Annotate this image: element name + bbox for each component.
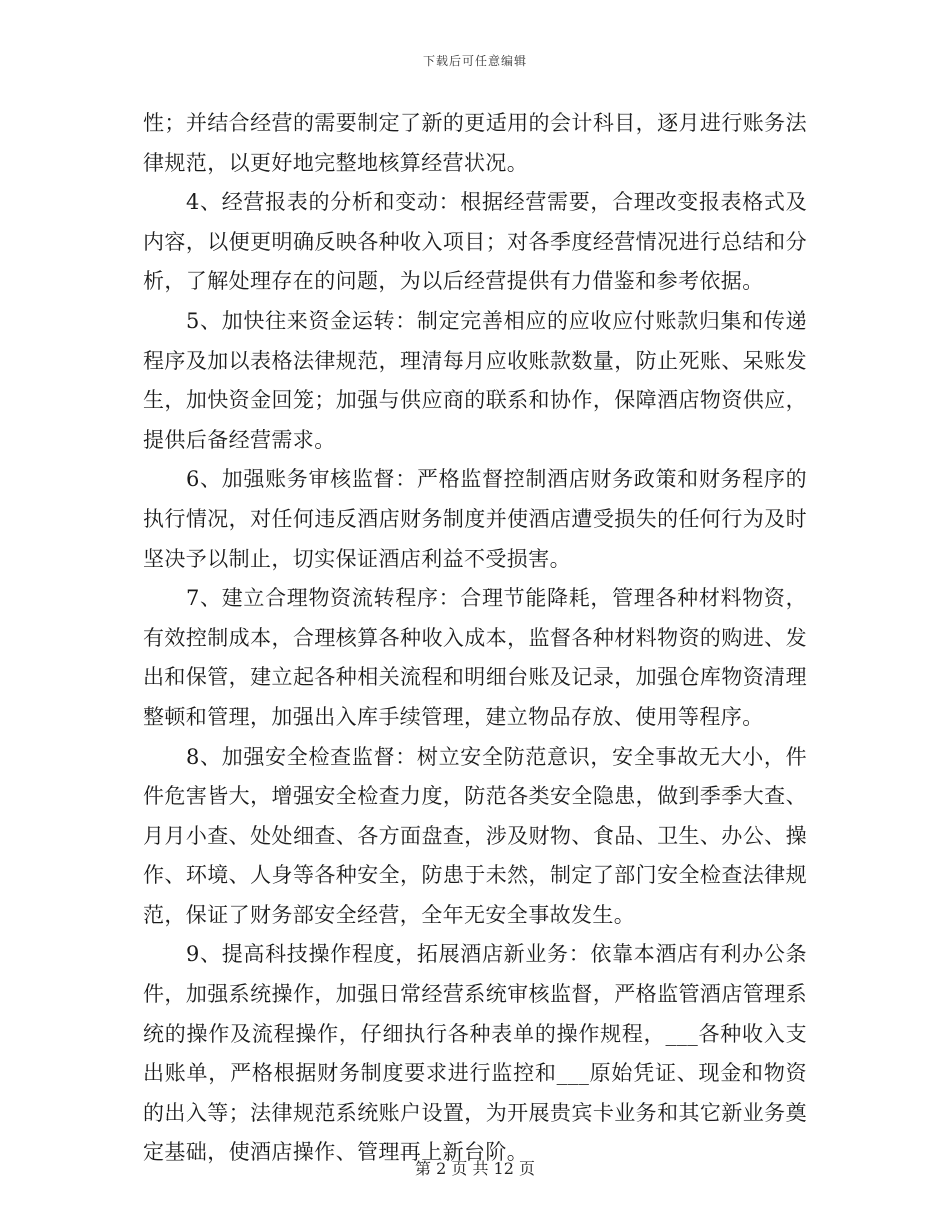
page-number: 第 2 页 共 12 页 (415, 1159, 535, 1178)
paragraph-item-4: 4、经营报表的分析和变动：根据经营需要，合理改变报表格式及内容，以便更明确反映各种收入项目；对各季度经营情况进行总结和分析，了解处理存在的问题，为以后经营提供有力借鉴和参考依据。 (143, 190, 807, 294)
page-header-note: 下载后可任意编辑 (422, 54, 527, 68)
paragraph-continuation: 性；并结合经营的需要制定了新的更适用的会计科目，逐月进行账务法律规范，以更好地完整地核算经营状况。 (143, 111, 807, 175)
document-body (143, 104, 807, 1173)
paragraph-item-7: 7、建立合理物资流转程序：合理节能降耗，管理各种材料物资，有效控制成本，合理核算各种收入成本，监督各种材料物资的购进、发出和保管，建立起各种相关流程和明细台账及记录，加强仓库物资清理整顿和管理，加强出入库手续管理，建立物品存放、使用等程序。 (143, 586, 807, 729)
paragraph-item-8: 8、加强安全检查监督：树立安全防范意识，安全事故无大小，件件危害皆大，增强安全检查力度，防范各类安全隐患，做到季季大查、月月小查、处处细查、各方面盘查，涉及财物、食品、卫生、办公、操作、环境、人身等各种安全，防患于未然，制定了部门安全检查法律规范，保证了财务部安全经营，全年无安全事故发生。 (143, 744, 807, 927)
paragraph-item-6: 6、加强账务审核监督：严格监督控制酒店财务政策和财务程序的执行情况，对任何违反酒店财务制度并使酒店遭受损失的任何行为及时坚决予以制止，切实保证酒店利益不受损害。 (143, 467, 807, 571)
paragraph-item-9: 9、提高科技操作程度，拓展酒店新业务：依靠本酒店有利办公条件，加强系统操作，加强日常经营系统审核监督，严格监管酒店管理系统的操作及流程操作，仔细执行各种表单的操作规程，___各种收入支出账单，严格根据财务制度要求进行监控和___原始凭证、现金和物资的出入等；法律规范系统账户设置，为开展贵宾卡业务和其它新业务奠定基础，使酒店操作、管理再上新台阶。 (143, 942, 807, 1165)
paragraph-item-5: 5、加快往来资金运转：制定完善相应的应收应付账款归集和传递程序及加以表格法律规范，理清每月应收账款数量，防止死账、呆账发生，加快资金回笼；加强与供应商的联系和协作，保障酒店物资供应，提供后备经营需求。 (143, 308, 807, 452)
